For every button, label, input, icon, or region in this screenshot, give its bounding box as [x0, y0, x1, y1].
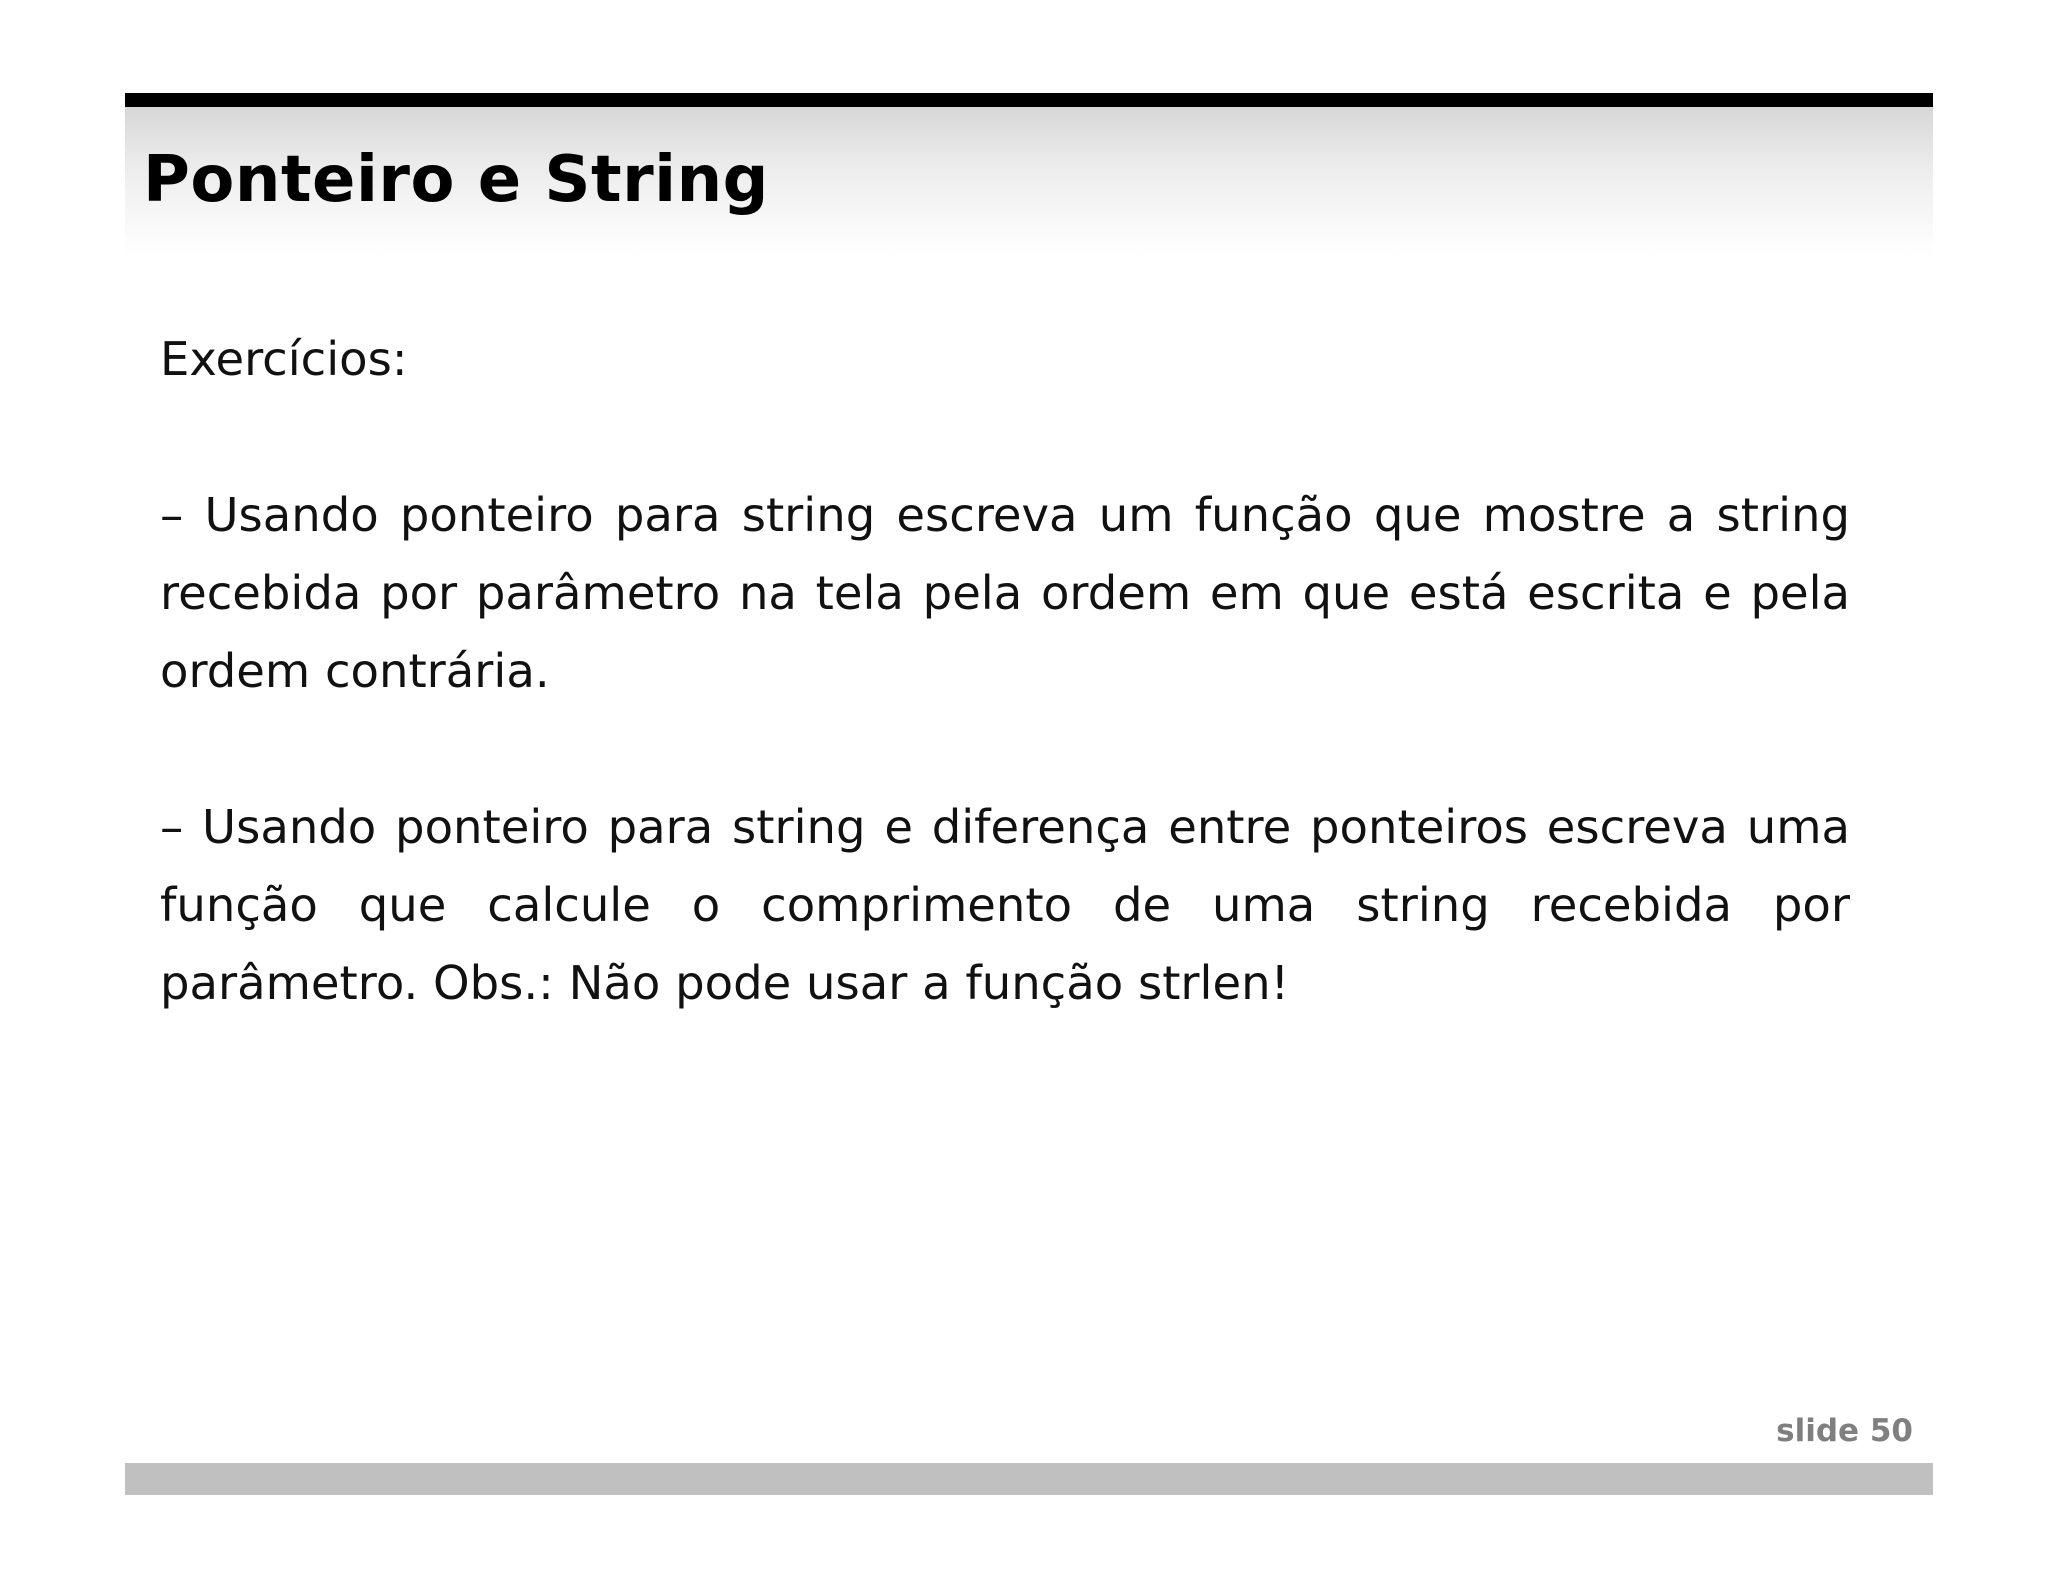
exercise-item-2: – Usando ponteiro para string e diferença entre ponteiros escreva uma função que calcule o comprimento de uma string recebida por parâmetro. Obs.: Não pode usar a função strlen!: [160, 800, 1850, 1010]
slide-title: Ponteiro e String: [143, 143, 769, 217]
slide-body: [160, 320, 1850, 1022]
slide-number: slide 50: [1776, 1413, 1913, 1449]
exercise-item-1: – Usando ponteiro para string escreva um função que mostre a string recebida por parâmetro na tela pela ordem em que está escrita e pela ordem contrária.: [160, 488, 1850, 698]
top-rule: [125, 93, 1933, 107]
exercises-heading: Exercícios:: [160, 332, 408, 386]
bottom-bar: [125, 1463, 1933, 1495]
